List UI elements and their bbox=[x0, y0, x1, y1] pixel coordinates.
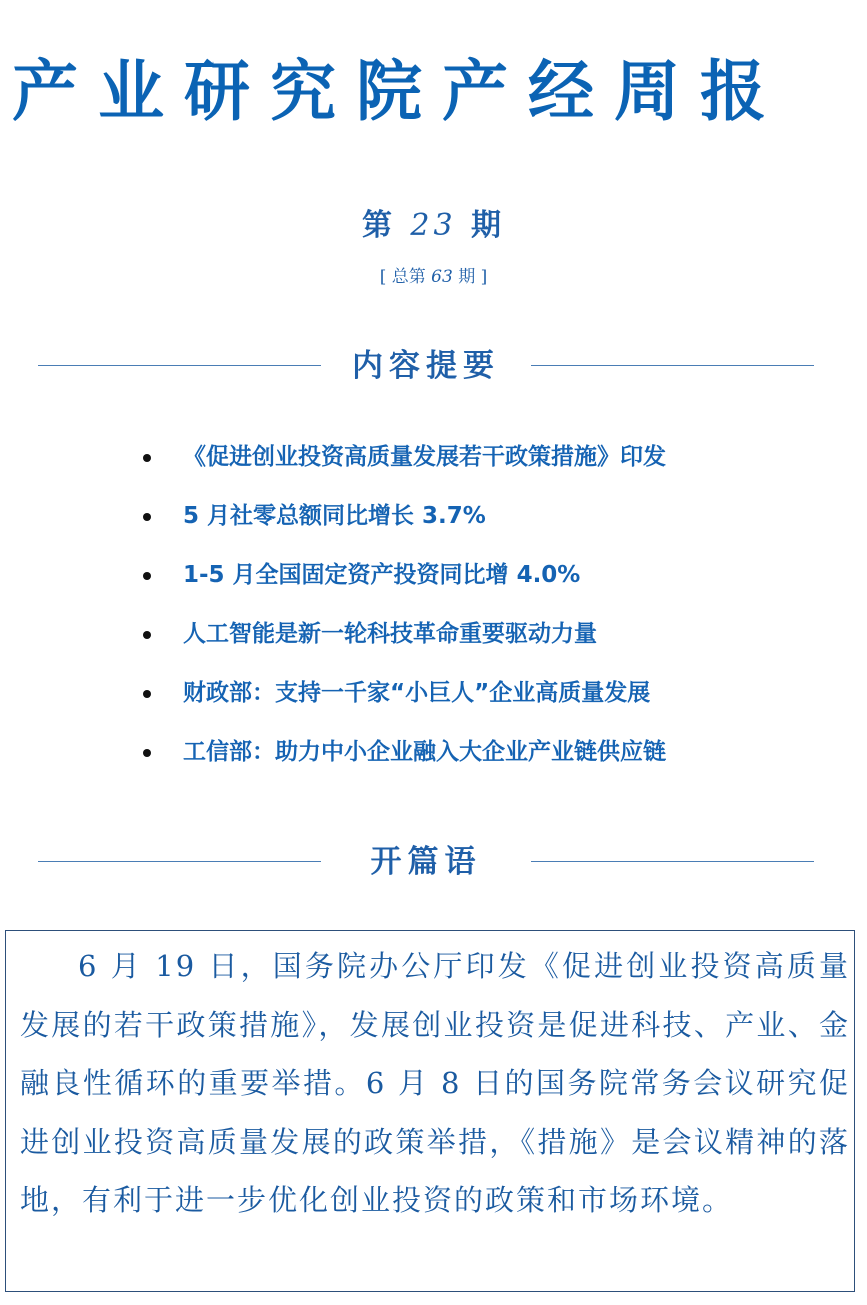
summary-item-text: 1-5 月全国固定资产投资同比增 4.0% bbox=[183, 562, 581, 588]
bullet-dot-icon bbox=[143, 749, 151, 757]
total-open-bracket: [ bbox=[379, 267, 392, 287]
summary-item-text: 工信部：助力中小企业融入大企业产业链供应链 bbox=[183, 739, 666, 765]
divider-line-right bbox=[531, 365, 814, 366]
opening-heading: 开篇语 bbox=[370, 844, 482, 880]
opening-box bbox=[5, 930, 855, 1292]
divider-line-left bbox=[38, 861, 321, 862]
bullet-dot-icon bbox=[143, 513, 151, 521]
divider-line-right bbox=[531, 861, 814, 862]
bullet-dot-icon bbox=[143, 631, 151, 639]
total-number-value: 63 bbox=[431, 267, 453, 287]
report-title: 产业研究院产经周报 bbox=[12, 53, 786, 130]
summary-item-text: 5 月社零总额同比增长 3.7% bbox=[183, 503, 486, 529]
bullet-dot-icon bbox=[143, 454, 151, 462]
opening-section-header bbox=[38, 842, 814, 882]
issue-suffix: 期 bbox=[456, 208, 506, 243]
bullet-dot-icon bbox=[143, 690, 151, 698]
total-issue-number bbox=[0, 262, 867, 287]
divider-line-left bbox=[38, 365, 321, 366]
issue-number bbox=[0, 200, 867, 244]
total-suffix: 期 bbox=[452, 267, 476, 287]
total-close-bracket: ] bbox=[475, 267, 488, 287]
summary-item-text: 人工智能是新一轮科技革命重要驱动力量 bbox=[183, 621, 597, 647]
total-prefix: 总第 bbox=[391, 267, 432, 287]
bullet-dot-icon bbox=[143, 572, 151, 580]
issue-prefix: 第 bbox=[361, 208, 411, 243]
summary-section-header bbox=[38, 346, 814, 386]
summary-item-text: 《促进创业投资高质量发展若干政策措施》印发 bbox=[183, 444, 666, 470]
summary-item-text: 财政部：支持一千家“小巨人”企业高质量发展 bbox=[183, 680, 651, 706]
summary-heading: 内容提要 bbox=[352, 348, 500, 384]
opening-paragraph: 6 月 19 日，国务院办公厅印发《促进创业投资高质量发展的若干政策措施》，发展创业投资是促进科技、产业、金融良性循环的重要举措。6 月 8 日的国务院常务会议研究促进创业投资高质量发展的政策举措，《措施》是会议精神的落地，有利于进一步优化创业投资的政策和市场环境。 bbox=[20, 949, 850, 1217]
issue-number-value: 23 bbox=[410, 208, 457, 243]
